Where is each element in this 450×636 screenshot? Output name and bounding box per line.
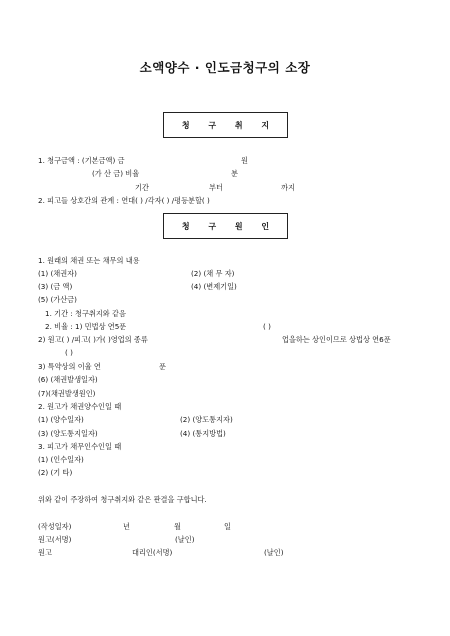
- claim-purpose-header: [163, 112, 288, 138]
- cause-line: (1) (인수일자): [38, 455, 84, 464]
- cause-line: 업을하는 상인이므로 상법상 연6푼: [282, 335, 391, 344]
- cause-line: 2) 원고( ) /피고( )가( )영업의 종류: [38, 335, 148, 344]
- cause-line: 1. 원래의 채권 또는 채무의 내용: [38, 256, 140, 265]
- signature-day: 일: [224, 522, 231, 531]
- cause-line: (6) (채권발생일자): [38, 375, 98, 384]
- claim-amount-unit: 원: [241, 156, 248, 165]
- claim-period-from: 부터: [209, 183, 223, 192]
- cause-line: 3. 피고가 채무인수인일 때: [38, 442, 122, 451]
- cause-line: (2) (양도통지자): [180, 415, 233, 424]
- closing-statement: 위와 같이 주장하여 청구취지와 같은 판결을 구합니다.: [38, 495, 207, 504]
- signature-date-label: (작성일자): [38, 522, 72, 531]
- signature-month: 월: [174, 522, 181, 531]
- plaintiff-signature: 원고(서명): [38, 535, 72, 544]
- signature-year: 년: [123, 522, 130, 531]
- plaintiff-seal: (날인): [175, 535, 195, 544]
- cause-line: (2) (기 타): [38, 468, 73, 477]
- claim-rate-label: (가 산 금) 비율: [92, 169, 140, 178]
- cause-line: 2. 원고가 채권양수인일 때: [38, 402, 122, 411]
- cause-line: 푼: [159, 362, 166, 371]
- claim-amount-label: 1. 청구금액 : (기본금액) 금: [38, 156, 125, 165]
- cause-line: (7)(채권발생원인): [38, 389, 96, 398]
- cause-line: (1) (채권자): [38, 269, 77, 278]
- cause-line: (1) (양수일자): [38, 415, 84, 424]
- agent-signature: 대리인(서명): [132, 548, 173, 557]
- cause-line: (4) (변제기일): [191, 282, 237, 291]
- plaintiff-label: 원고: [38, 548, 52, 557]
- cause-line: (4) (통지방법): [180, 429, 226, 438]
- cause-line: 2. 비율 : 1) 민법상 연5푼: [45, 322, 127, 331]
- cause-line: (5) (가산금): [38, 295, 77, 304]
- claim-purpose-header-label: 청 구 취 지: [181, 120, 278, 130]
- claim-cause-header: [163, 213, 288, 239]
- document-title: 소액양수 · 인도금청구의 소장: [139, 60, 311, 75]
- claim-cause-header-label: 청 구 원 인: [181, 221, 278, 231]
- claim-rate-unit: 분: [231, 169, 238, 178]
- cause-line: ( ): [263, 322, 271, 331]
- cause-line: ( ): [65, 348, 73, 357]
- cause-line: 3) 특약상의 이율 연: [38, 362, 101, 371]
- cause-line: (2) (채 무 자): [191, 269, 235, 278]
- claim-period-label: 기간: [135, 183, 149, 192]
- claim-period-to: 까지: [281, 183, 295, 192]
- cause-line: 1. 기간 : 청구취지와 같음: [45, 309, 126, 318]
- cause-line: (3) (금 액): [38, 282, 73, 291]
- defendant-relation: 2. 피고들 상호간의 관계 : 연대( ) /각자( ) /평등분할( ): [38, 196, 210, 205]
- cause-line: (3) (양도통지일자): [38, 429, 98, 438]
- agent-seal: (날인): [264, 548, 284, 557]
